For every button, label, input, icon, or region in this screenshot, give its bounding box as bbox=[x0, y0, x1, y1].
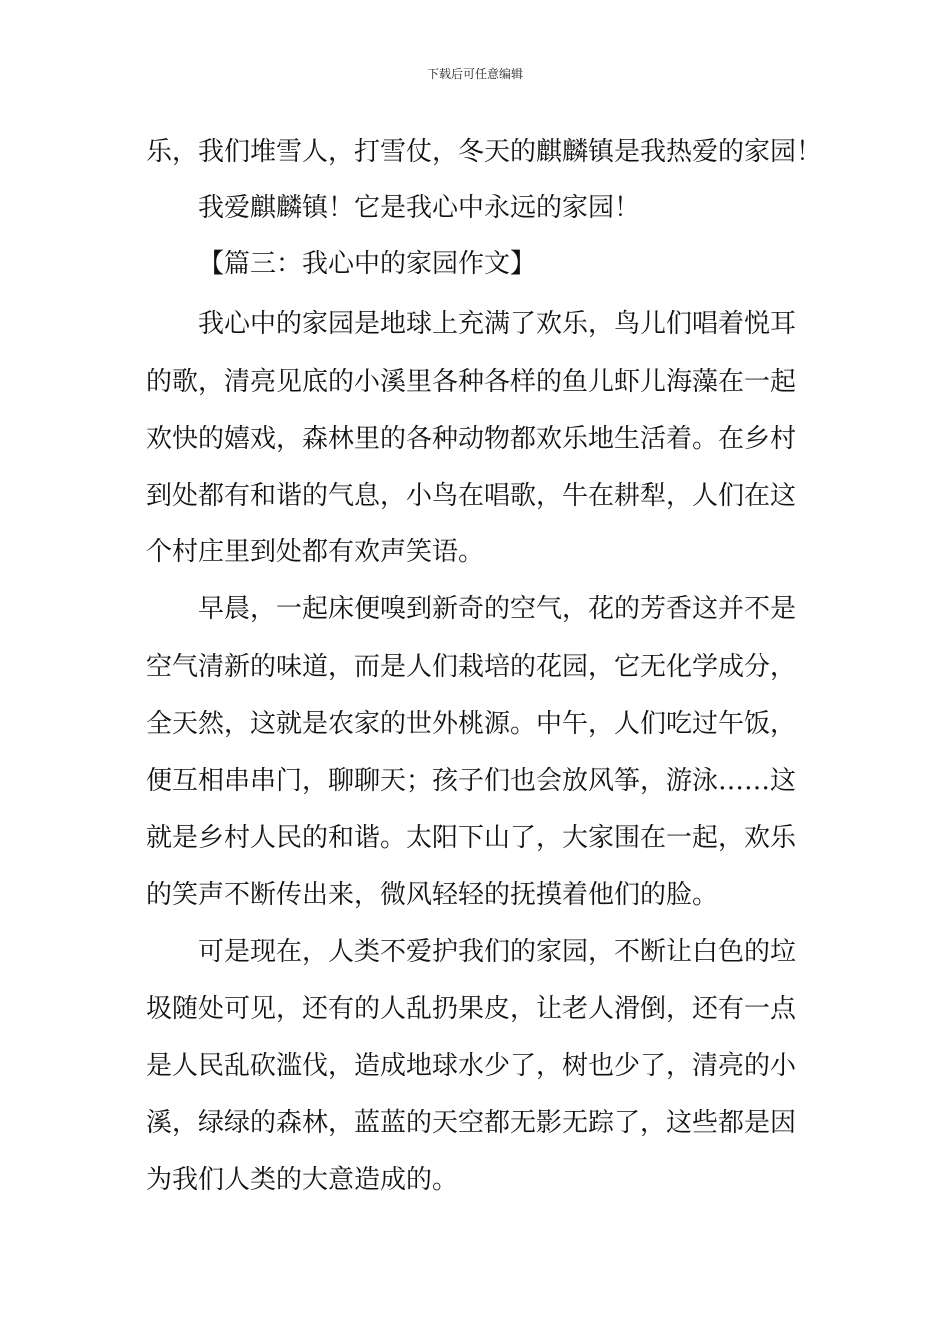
text-line: 的歌，清亮见底的小溪里各种各样的鱼儿虾儿海藻在一起 bbox=[146, 367, 797, 397]
text-line: 的笑声不断传出来，微风轻轻的抚摸着他们的脸。 bbox=[146, 880, 719, 910]
text-line: 欢快的嬉戏，森林里的各种动物都欢乐地生活着。在乡村 bbox=[146, 424, 797, 454]
text-line: 我爱麒麟镇！它是我心中永远的家园！ bbox=[198, 193, 641, 223]
text-line: 溪，绿绿的森林，蓝蓝的天空都无影无踪了，这些都是因 bbox=[146, 1108, 797, 1138]
text-line: 早晨，一起床便嗅到新奇的空气，花的芳香这并不是 bbox=[198, 594, 797, 624]
text-line: 为我们人类的大意造成的。 bbox=[146, 1165, 459, 1195]
text-line: 全天然，这就是农家的世外桃源。中午，人们吃过午饭， bbox=[146, 709, 797, 739]
text-line: 圾随处可见，还有的人乱扔果皮，让老人滑倒，还有一点 bbox=[146, 994, 797, 1024]
text-line: 就是乡村人民的和谐。太阳下山了，大家围在一起，欢乐 bbox=[146, 823, 797, 853]
text-line: 空气清新的味道，而是人们栽培的花园，它无化学成分， bbox=[146, 652, 797, 682]
text-line: 可是现在，人类不爱护我们的家园，不断让白色的垃 bbox=[198, 937, 797, 967]
text-line: 我心中的家园是地球上充满了欢乐，鸟儿们唱着悦耳 bbox=[198, 309, 797, 339]
text-line: 便互相串串门，聊聊天；孩子们也会放风筝，游泳……这 bbox=[146, 766, 797, 796]
text-line: 到处都有和谐的气息，小鸟在唱歌，牛在耕犁，人们在这 bbox=[146, 481, 797, 511]
section-heading: 【篇三：我心中的家园作文】 bbox=[198, 249, 537, 279]
text-line: 是人民乱砍滥伐，造成地球水少了，树也少了，清亮的小 bbox=[146, 1051, 797, 1081]
text-line: 乐，我们堆雪人，打雪仗，冬天的麒麟镇是我热爱的家园！ bbox=[146, 137, 823, 167]
text-line: 个村庄里到处都有欢声笑语。 bbox=[146, 537, 485, 567]
page-header: 下载后可任意编辑 bbox=[426, 67, 523, 81]
